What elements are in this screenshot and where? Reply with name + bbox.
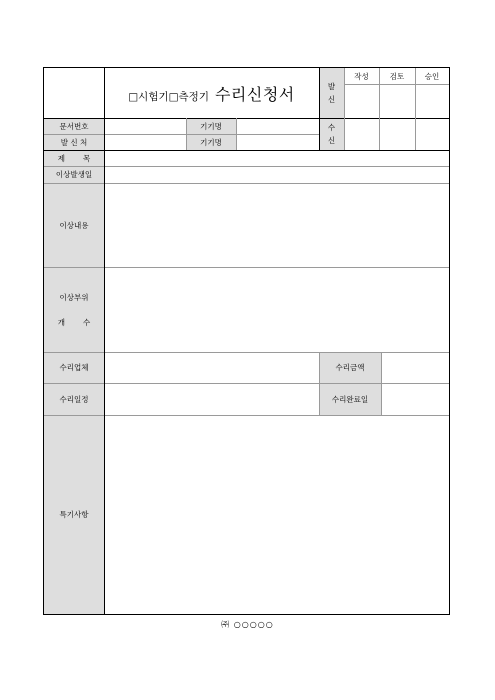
logo-area bbox=[44, 68, 104, 118]
doc-number-label: 문서번호 bbox=[44, 118, 104, 134]
rule bbox=[415, 68, 416, 150]
device-name-field-2[interactable] bbox=[236, 134, 319, 150]
repair-completion-field[interactable] bbox=[381, 383, 449, 415]
special-notes-label: 특기사항 bbox=[44, 415, 104, 614]
occurrence-date-field[interactable] bbox=[104, 166, 449, 183]
sender-char-1: 발 bbox=[327, 82, 336, 91]
checkbox-measuring-device[interactable]: □ bbox=[168, 90, 179, 103]
issue-content-label: 이상내용 bbox=[44, 183, 104, 267]
faulty-part-label: 이상부위 개 수 bbox=[44, 267, 104, 352]
sender-label: 발 신 처 bbox=[44, 134, 104, 150]
receiver-sign-box-2[interactable] bbox=[379, 118, 415, 150]
rule bbox=[44, 134, 319, 135]
subject-field[interactable] bbox=[104, 150, 449, 166]
rule bbox=[381, 352, 382, 415]
repair-request-form bbox=[43, 67, 450, 615]
sender-approval-label bbox=[319, 68, 344, 118]
receiver-char-1: 수 bbox=[327, 123, 336, 132]
issue-content-field[interactable] bbox=[104, 183, 449, 267]
sign-box-approve[interactable] bbox=[415, 84, 449, 118]
rule bbox=[319, 68, 320, 150]
rule bbox=[379, 68, 380, 150]
rule bbox=[344, 84, 449, 85]
repair-schedule-field[interactable] bbox=[104, 383, 319, 415]
repair-company-field[interactable] bbox=[104, 352, 319, 383]
repair-schedule-label: 수리일정 bbox=[44, 383, 104, 415]
repair-amount-field[interactable] bbox=[381, 352, 449, 383]
device-name-field-1[interactable] bbox=[236, 118, 319, 134]
rule bbox=[344, 68, 345, 150]
page-title: 수리신청서 bbox=[214, 84, 295, 104]
special-notes-field[interactable] bbox=[104, 415, 449, 614]
option-testing-machine: 시험기 bbox=[138, 90, 169, 103]
company-footer: ㈜ ○○○○○ bbox=[221, 620, 274, 629]
receiver-approval-label bbox=[319, 118, 344, 150]
device-name-label-2: 기기명 bbox=[186, 134, 236, 150]
doc-number-field[interactable] bbox=[104, 118, 186, 134]
receiver-char-2: 신 bbox=[327, 136, 336, 145]
form-title bbox=[104, 68, 319, 118]
rule bbox=[186, 118, 187, 150]
sender-field[interactable] bbox=[104, 134, 186, 150]
approval-header-approve: 승인 bbox=[424, 71, 440, 81]
sender-char-2: 신 bbox=[327, 95, 336, 104]
rule bbox=[104, 68, 105, 614]
rule bbox=[319, 352, 320, 415]
repair-company-label: 수리업체 bbox=[44, 352, 104, 383]
receiver-sign-box-1[interactable] bbox=[344, 118, 379, 150]
receiver-sign-box-3[interactable] bbox=[415, 118, 449, 150]
sign-box-write[interactable] bbox=[344, 84, 379, 118]
checkbox-testing-machine[interactable]: □ bbox=[128, 90, 139, 103]
repair-completion-label: 수리완료일 bbox=[319, 383, 381, 415]
subject-label: 제 목 bbox=[44, 150, 104, 166]
sign-box-review[interactable] bbox=[379, 84, 415, 118]
title-options bbox=[128, 89, 209, 104]
rule bbox=[236, 118, 237, 150]
occurrence-date-label: 이상발생일 bbox=[44, 166, 104, 183]
device-name-label-1: 기기명 bbox=[186, 118, 236, 134]
approval-header-review: 검토 bbox=[389, 71, 405, 81]
approval-header-write: 작성 bbox=[354, 71, 369, 81]
option-measuring-device: 측정기 bbox=[178, 90, 209, 103]
faulty-part-field[interactable] bbox=[104, 267, 449, 352]
repair-amount-label: 수리금액 bbox=[319, 352, 381, 383]
